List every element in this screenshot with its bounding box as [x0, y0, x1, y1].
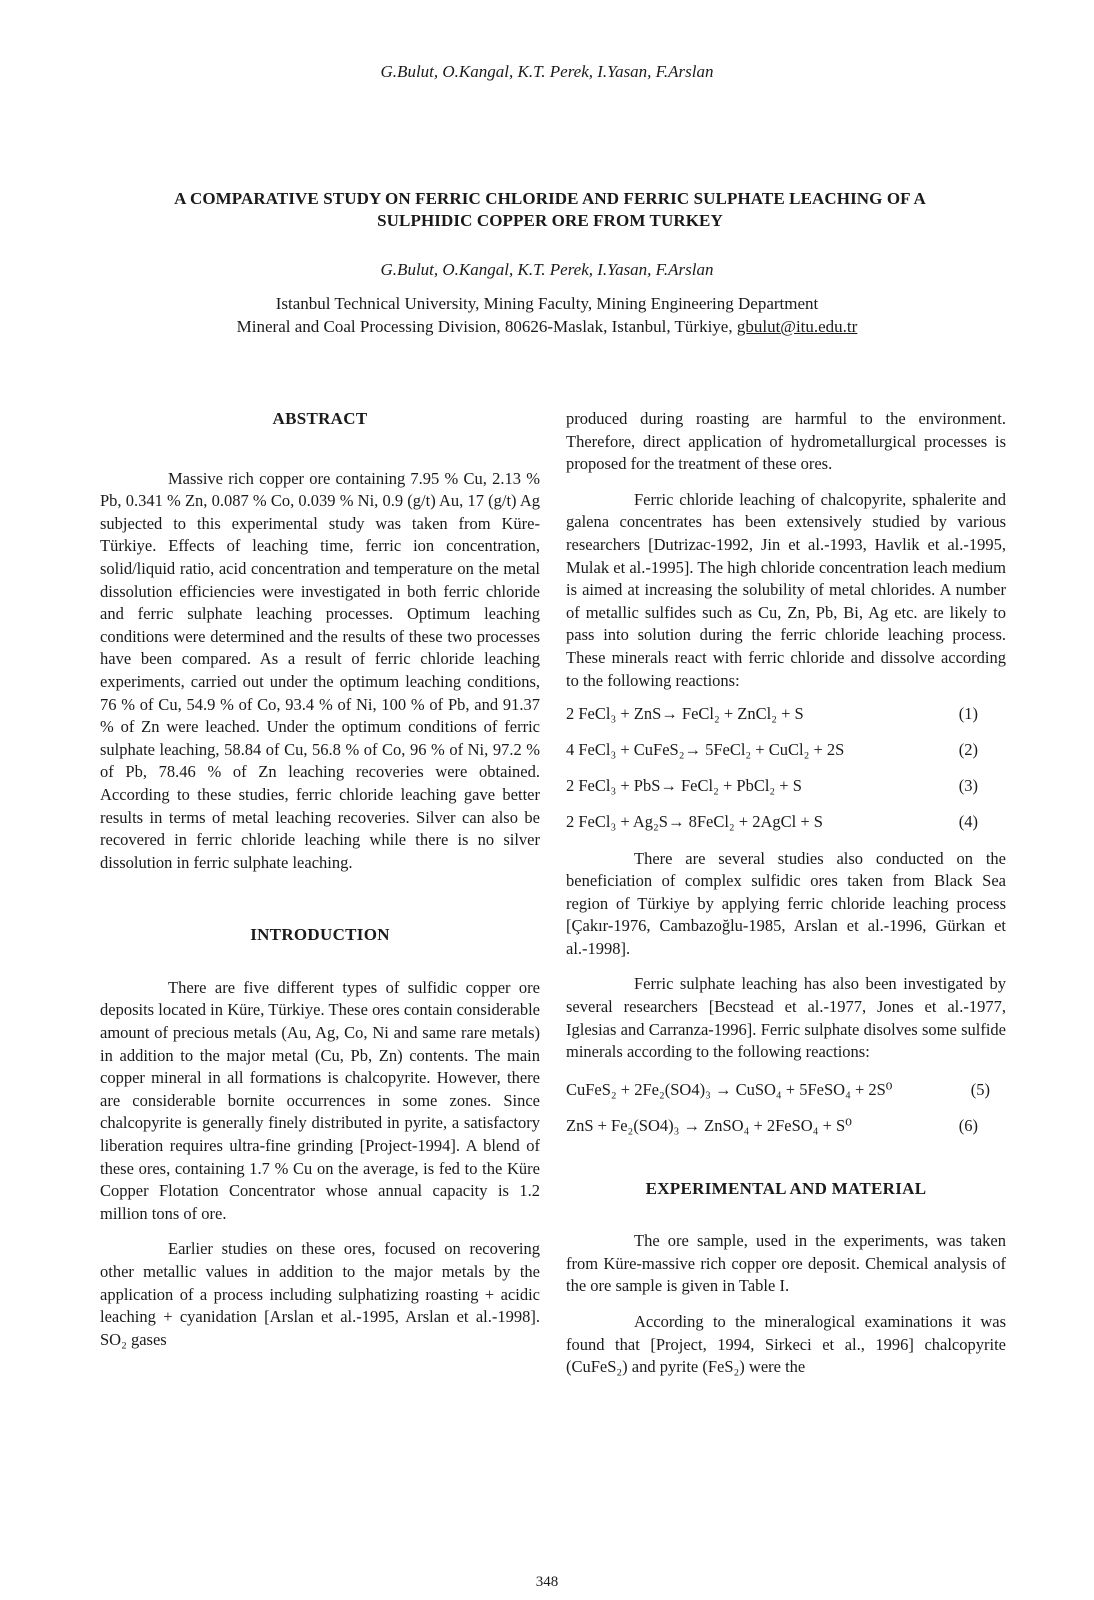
reaction-number: (3)	[958, 776, 978, 796]
left-column	[100, 408, 540, 1351]
paper-title	[100, 188, 1000, 232]
experimental-paragraph-1: The ore sample, used in the experiments, was taken from Küre-massive rich copper ore deposit. Chemical analysis of the ore sample is given in Table I.	[566, 1231, 1006, 1296]
affiliation-address: Mineral and Coal Processing Division, 80626-Maslak, Istanbul, Türkiye,	[236, 317, 733, 336]
intro-paragraph-5: Ferric sulphate leaching has also been investigated by several researchers [Becstead et al.-1977, Jones et al.-1977, Iglesias and Carranza-1996]. Ferric sulphate disolves some sulfide minerals according to the following reactions:	[566, 974, 1006, 1062]
reaction-number: (5)	[970, 1079, 990, 1099]
email-link[interactable]: gbulut@itu.edu.tr	[736, 317, 858, 336]
reaction-number: (1)	[958, 704, 978, 724]
introduction-heading: INTRODUCTION	[250, 925, 390, 945]
running-head: G.Bulut, O.Kangal, K.T. Perek, I.Yasan, F.Arslan	[380, 62, 714, 81]
reaction-equation: 2 FeCl₃ + PbS→ FeCl₂ + PbCl₂ + S	[566, 776, 802, 796]
reaction-number: (4)	[958, 812, 978, 832]
affiliation-line-2	[0, 315, 1094, 338]
reaction-5	[566, 1079, 1006, 1102]
title-line-1: A COMPARATIVE STUDY ON FERRIC CHLORIDE AND FERRIC SULPHATE LEACHING OF A	[174, 189, 926, 208]
reaction-number: (2)	[958, 740, 978, 760]
reaction-6	[566, 1115, 1006, 1138]
intro-paragraph-1: There are five different types of sulfidic copper ore deposits located in Küre, Türkiye. These ores contain considerable amount of precious metals (Au, Ag, Co, Ni and same rare metals) in addition to the major metal (Cu, Pb, Zn) contents. The main copper mineral in all formations is chalcopyrite. However, there are considerable bornite occurrences in some zones. Since chalcopyrite is generally finely distributed in pyrite, a satisfactory liberation requires ultra-fine grinding [Project-1994]. A blend of these ores, containing 1.7 % Cu on the average, is fed to the Küre Copper Flotation Concentrator whose annual capacity is 1.2 million tons of ore.	[100, 977, 540, 1223]
intro-paragraph-4: There are several studies also conducted on the beneficiation of complex sulfidic ores taken from Black Sea region of Türkiye by applying ferric chloride leaching process [Çakır-1976, Cambazoğlu-1985, Arslan et al.-1996, Gürkan et al.-1998].	[566, 848, 1006, 958]
intro-paragraph-3: Ferric chloride leaching of chalcopyrite, sphalerite and galena concentrates has been extensively studied by various researchers [Dutrizac-1992, Jin et al.-1993, Havlik et al.-1995, Mulak et al.-1995]. The high chloride concentration leach medium is aimed at increasing the solubility of metal chlorides. A number of metallic sulfides such as Cu, Zn, Pb, Bi, Ag etc. are likely to pass into solution during the ferric chloride leaching process. These minerals react with ferric chloride and dissolve according to the following reactions:	[566, 489, 1006, 690]
reaction-equation: 4 FeCl₃ + CuFeS₂→ 5FeCl₂ + CuCl₂ + 2S	[566, 740, 845, 760]
reaction-equation: 2 FeCl₃ + ZnS→ FeCl₂ + ZnCl₂ + S	[566, 704, 804, 724]
abstract-text: Massive rich copper ore containing 7.95 % Cu, 2.13 % Pb, 0.341 % Zn, 0.087 % Co, 0.039 % Ni, 0.9 (g/t) Au, 17 (g/t) Ag subjected to this experimental study was taken from Küre-Türkiye. Effects of leaching time, ferric ion concentration, solid/liquid ratio, acid concentration and temperature on the metal dissolution efficiencies were investigated in both ferric chloride and ferric sulphate leaching processes. Optimum leaching conditions were determined and the results of these two processes have been compared. As a result of ferric chloride leaching experiments, carried out under the optimum leaching conditions, 76 % of Cu, 54.9 % of Co, 93.4 % of Ni, 100 % of Pb, and 91.37 % of Zn were leached. Under the optimum conditions of ferric sulphate leaching, 58.84 of Cu, 56.8 % of Co, 96 % of Ni, 97.2 % of Pb, 78.46 % of Zn leaching recoveries were obtained. According to these studies, ferric chloride leaching gave better results in terms of metal leaching recoveries. Silver can also be recovered in ferric chloride leaching while there is no silver dissolution in ferric sulphate leaching.	[100, 468, 540, 872]
abstract-heading: ABSTRACT	[272, 409, 368, 428]
intro-paragraph-2-continued: produced during roasting are harmful to the environment. Therefore, direct application of hydrometallurgical processes is proposed for the treatment of these ores.	[566, 409, 1006, 474]
right-column	[566, 408, 1006, 1379]
reaction-2	[566, 739, 1006, 762]
reaction-equation: 2 FeCl₃ + Ag₂S→ 8FeCl₂ + 2AgCl + S	[566, 812, 823, 832]
affiliation	[0, 292, 1094, 338]
author-list: G.Bulut, O.Kangal, K.T. Perek, I.Yasan, F.Arslan	[380, 260, 714, 279]
reaction-number: (6)	[958, 1115, 978, 1135]
experimental-paragraph-2: According to the mineralogical examinations it was found that [Project, 1994, Sirkeci et al., 1996] chalcopyrite (CuFeS₂) and pyrite (FeS₂) were the	[566, 1311, 1006, 1377]
ferric-chloride-reactions	[566, 703, 1006, 834]
title-line-2: SULPHIDIC COPPER ORE FROM TURKEY	[377, 211, 723, 230]
reaction-3	[566, 775, 1006, 798]
intro-paragraph-2: Earlier studies on these ores, focused on recovering other metallic values in addition to the major metals by the application of a process including sulphatizing roasting + acidic leaching + cyanidation [Arslan et al.-1995, Arslan et al.-1998]. SO₂ gases	[100, 1239, 540, 1349]
experimental-heading: EXPERIMENTAL AND MATERIAL	[645, 1178, 927, 1198]
ferric-sulphate-reactions	[566, 1079, 1006, 1138]
reaction-equation: ZnS + Fe₂(SO4)₃ → ZnSO₄ + 2FeSO₄ + S⁰	[566, 1115, 852, 1135]
page-number: 348	[535, 1574, 559, 1590]
affiliation-line-1: Istanbul Technical University, Mining Faculty, Mining Engineering Department	[275, 294, 819, 313]
reaction-4	[566, 811, 1006, 834]
reaction-equation: CuFeS₂ + 2Fe₂(SO4)₃ → CuSO₄ + 5FeSO₄ + 2S⁰	[566, 1079, 893, 1099]
reaction-1	[566, 703, 1006, 726]
